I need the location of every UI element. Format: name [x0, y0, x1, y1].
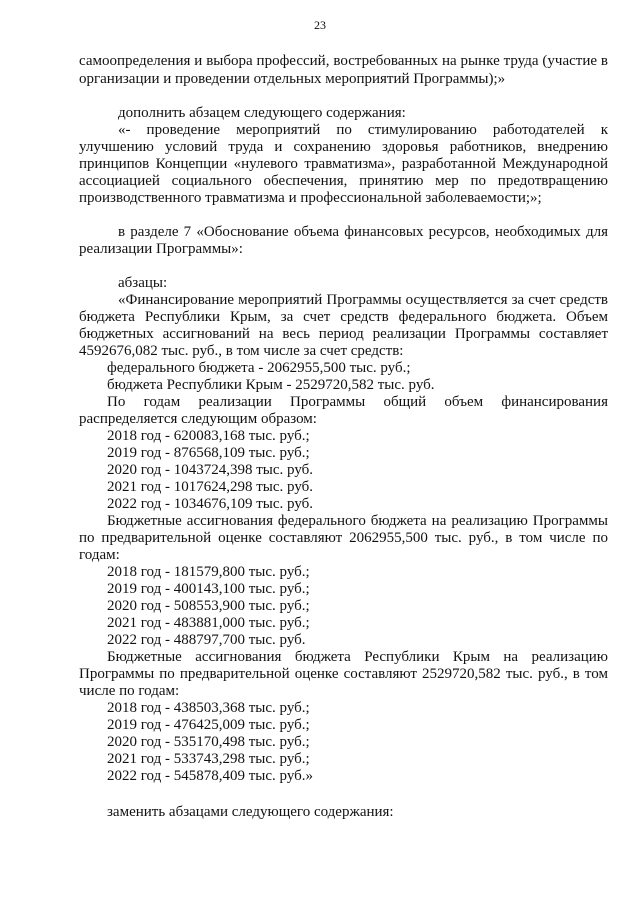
text-line: 4592676,082 тыс. руб., в том числе за счет средств: — [79, 343, 404, 359]
text-line: «- проведение мероприятий по стимулированию работодателей к — [118, 122, 608, 138]
text-line: бюджета Республики Крым, за счет средств федерального бюджета. Объем — [79, 309, 608, 325]
text-line: распределяется следующим образом: — [79, 411, 317, 427]
text-line: заменить абзацами следующего содержания: — [107, 804, 394, 820]
list-item: 2021 год - 533743,298 тыс. руб.; — [107, 751, 310, 767]
list-item: 2020 год - 535170,498 тыс. руб.; — [107, 734, 310, 750]
list-item: 2022 год - 545878,409 тыс. руб.» — [107, 768, 314, 784]
text-line: бюджета Республики Крым - 2529720,582 тыс. руб. — [107, 377, 435, 393]
text-line: по предварительной оценке составляют 2062955,500 тыс. руб., в том числе по — [79, 530, 608, 546]
text-line: Программы по предварительной оценке составляют 2529720,582 тыс. руб., в том — [79, 666, 608, 682]
list-item: 2021 год - 1017624,298 тыс. руб. — [107, 479, 314, 495]
list-item: 2019 год - 400143,100 тыс. руб.; — [107, 581, 310, 597]
text-line: дополнить абзацем следующего содержания: — [118, 105, 406, 121]
text-line: реализации Программы»: — [79, 241, 243, 257]
text-line: самоопределения и выбора профессий, востребованных на рынке труда (участие в — [79, 53, 608, 69]
text-line: принципов Концепции «нулевого травматизма», разработанной Международной — [79, 156, 608, 172]
text-line: «Финансирование мероприятий Программы осуществляется за счет средств — [118, 292, 608, 308]
text-line: Бюджетные ассигнования бюджета Республики Крым на реализацию — [107, 649, 608, 665]
list-item: 2020 год - 1043724,398 тыс. руб. — [107, 462, 314, 478]
list-item: 2018 год - 438503,368 тыс. руб.; — [107, 700, 310, 716]
list-item: 2021 год - 483881,000 тыс. руб.; — [107, 615, 310, 631]
text-line: производственного травматизма и профессиональной заболеваемости;»; — [79, 190, 542, 206]
text-line: По годам реализации Программы общий объем финансирования — [107, 394, 608, 410]
text-line: числе по годам: — [79, 683, 180, 699]
list-item: 2018 год - 620083,168 тыс. руб.; — [107, 428, 310, 444]
text-line: ассоциацией социального обеспечения, принятию мер по предотвращению — [79, 173, 608, 189]
text-line: улучшению условий труда и сохранению здоровья работников, внедрению — [79, 139, 608, 155]
text-line: организации и проведении отдельных мероприятий Программы);» — [79, 71, 506, 87]
text-line: федерального бюджета - 2062955,500 тыс. руб.; — [107, 360, 411, 376]
list-item: 2022 год - 1034676,109 тыс. руб. — [107, 496, 314, 512]
list-item: 2022 год - 488797,700 тыс. руб. — [107, 632, 306, 648]
list-item: 2019 год - 876568,109 тыс. руб.; — [107, 445, 310, 461]
text-line: бюджетных ассигнований на весь период реализации Программы составляет — [79, 326, 608, 342]
text-line: Бюджетные ассигнования федерального бюджета на реализацию Программы — [107, 513, 608, 529]
list-item: 2018 год - 181579,800 тыс. руб.; — [107, 564, 310, 580]
text-line: годам: — [79, 547, 120, 563]
list-item: 2019 год - 476425,009 тыс. руб.; — [107, 717, 310, 733]
list-item: 2020 год - 508553,900 тыс. руб.; — [107, 598, 310, 614]
page-number: 23 — [314, 18, 326, 32]
text-line: в разделе 7 «Обоснование объема финансовых ресурсов, необходимых для — [118, 224, 608, 240]
text-line: абзацы: — [118, 275, 168, 291]
